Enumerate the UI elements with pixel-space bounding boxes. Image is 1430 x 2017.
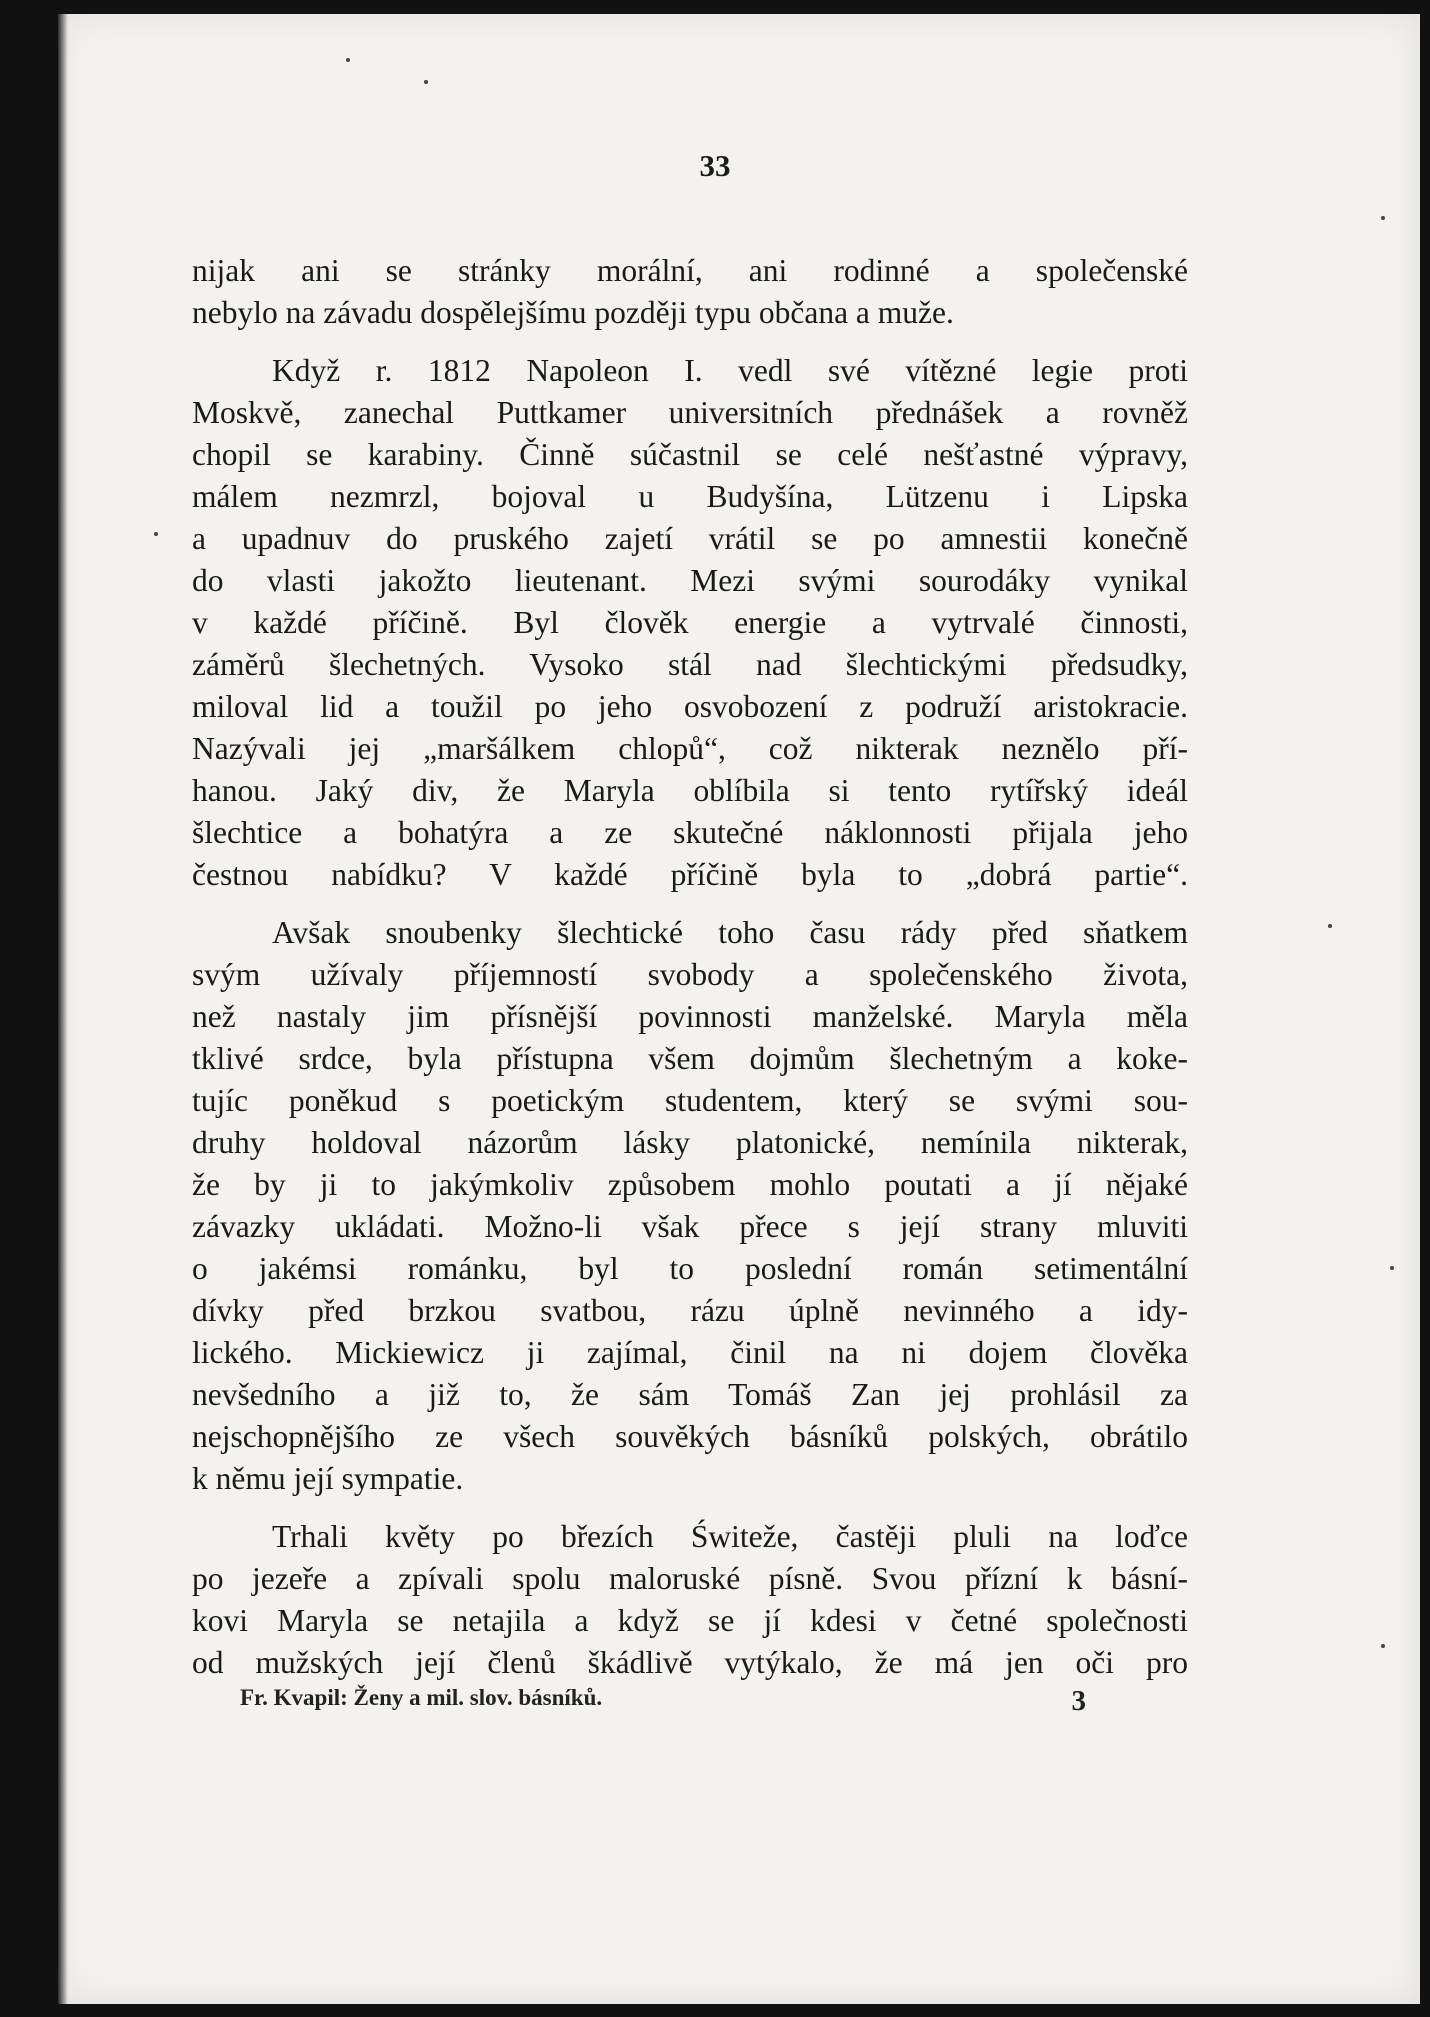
text-line: a upadnuv do pruského zajetí vrátil se po amnestii konečně bbox=[192, 521, 1188, 556]
text-line: miloval lid a toužil po jeho osvobození z podruží aristokracie. bbox=[192, 689, 1188, 724]
text-line: lického. Mickiewicz ji zajímal, činil na ni dojem člověka bbox=[192, 1335, 1188, 1370]
text-line: od mužských její členů škádlivě vytýkalo, že má jen oči pro bbox=[192, 1645, 1188, 1680]
text-line: Když r. 1812 Napoleon I. vedl své vítězné legie proti bbox=[272, 353, 1188, 388]
text-line: Avšak snoubenky šlechtické toho času rády před sňatkem bbox=[272, 915, 1188, 950]
text-line: nebylo na závadu dospělejšímu později typu občana a muže. bbox=[192, 295, 954, 330]
text-line: k němu její sympatie. bbox=[192, 1461, 464, 1496]
scan-speck bbox=[1328, 924, 1332, 928]
text-line: Trhali květy po březích Świteže, častěji pluli na loďce bbox=[272, 1519, 1188, 1554]
text-line: v každé příčině. Byl člověk energie a vytrvalé činnosti, bbox=[192, 605, 1188, 640]
text-line: než nastaly jim přísnější povinnosti manželské. Maryla měla bbox=[192, 999, 1188, 1034]
text-line: hanou. Jaký div, že Maryla oblíbila si tento rytířský ideál bbox=[192, 773, 1188, 808]
text-line: kovi Maryla se netajila a když se jí kdesi v četné společnosti bbox=[192, 1603, 1188, 1638]
text-line: tklivé srdce, byla přístupna všem dojmům šlechetným a koke- bbox=[192, 1041, 1188, 1076]
paragraph bbox=[192, 912, 1188, 1500]
text-line: nevšedního a již to, že sám Tomáš Zan jej prohlásil za bbox=[192, 1377, 1188, 1412]
text-line: nijak ani se stránky morální, ani rodinné a společenské bbox=[192, 253, 1188, 288]
signature-mark: 3 bbox=[1071, 1685, 1086, 1717]
page-footer bbox=[240, 1685, 1090, 1717]
text-line: do vlasti jakožto lieutenant. Mezi svými sourodáky vynikal bbox=[192, 563, 1188, 598]
text-line: záměrů šlechetných. Vysoko stál nad šlechtickými předsudky, bbox=[192, 647, 1188, 682]
scan-speck bbox=[154, 532, 158, 536]
paragraph bbox=[192, 350, 1188, 896]
scan-speck bbox=[1381, 216, 1385, 220]
text-line: o jakémsi románku, byl to poslední román setimentální bbox=[192, 1251, 1188, 1286]
paragraph bbox=[192, 1516, 1188, 1684]
text-line: Moskvě, zanechal Puttkamer universitních přednášek a rovněž bbox=[192, 395, 1188, 430]
text-line: po jezeře a zpívali spolu maloruské písně. Svou přízní k básní- bbox=[192, 1561, 1188, 1596]
text-line: chopil se karabiny. Činně súčastnil se celé nešťastné výpravy, bbox=[192, 437, 1188, 472]
page-edge-shadow bbox=[58, 14, 68, 2004]
text-line: čestnou nabídku? V každé příčině byla to „dobrá partie“. bbox=[192, 857, 1188, 892]
text-line: svým užívaly příjemností svobody a společenského života, bbox=[192, 957, 1188, 992]
scan-speck bbox=[424, 80, 428, 84]
text-line: málem nezmrzl, bojoval u Budyšína, Lützenu i Lipska bbox=[192, 479, 1188, 514]
scan-speck bbox=[346, 58, 350, 62]
text-line: nejschopnějšího ze všech souvěkých básníků polských, obrátilo bbox=[192, 1419, 1188, 1454]
text-line: šlechtice a bohatýra a ze skutečné náklonnosti přijala jeho bbox=[192, 815, 1188, 850]
paragraph bbox=[192, 250, 1188, 334]
text-line: dívky před brzkou svatbou, rázu úplně nevinného a idy- bbox=[192, 1293, 1188, 1328]
body-text bbox=[192, 250, 1188, 1700]
text-line: že by ji to jakýmkoliv způsobem mohlo poutati a jí nějaké bbox=[192, 1167, 1188, 1202]
text-line: tujíc poněkud s poetickým studentem, který se svými sou- bbox=[192, 1083, 1188, 1118]
scan-speck bbox=[1390, 1266, 1394, 1270]
footer-source: Fr. Kvapil: Ženy a mil. slov. básníků. bbox=[240, 1685, 603, 1710]
page-number: 33 bbox=[699, 148, 731, 183]
text-line: závazky ukládati. Možno-li však přece s její strany mluviti bbox=[192, 1209, 1188, 1244]
scan-speck bbox=[1381, 1644, 1385, 1648]
text-line: Nazývali jej „maršálkem chlopů“, což nikterak neznělo pří- bbox=[192, 731, 1188, 766]
text-line: druhy holdoval názorům lásky platonické, nemínila nikterak, bbox=[192, 1125, 1188, 1160]
